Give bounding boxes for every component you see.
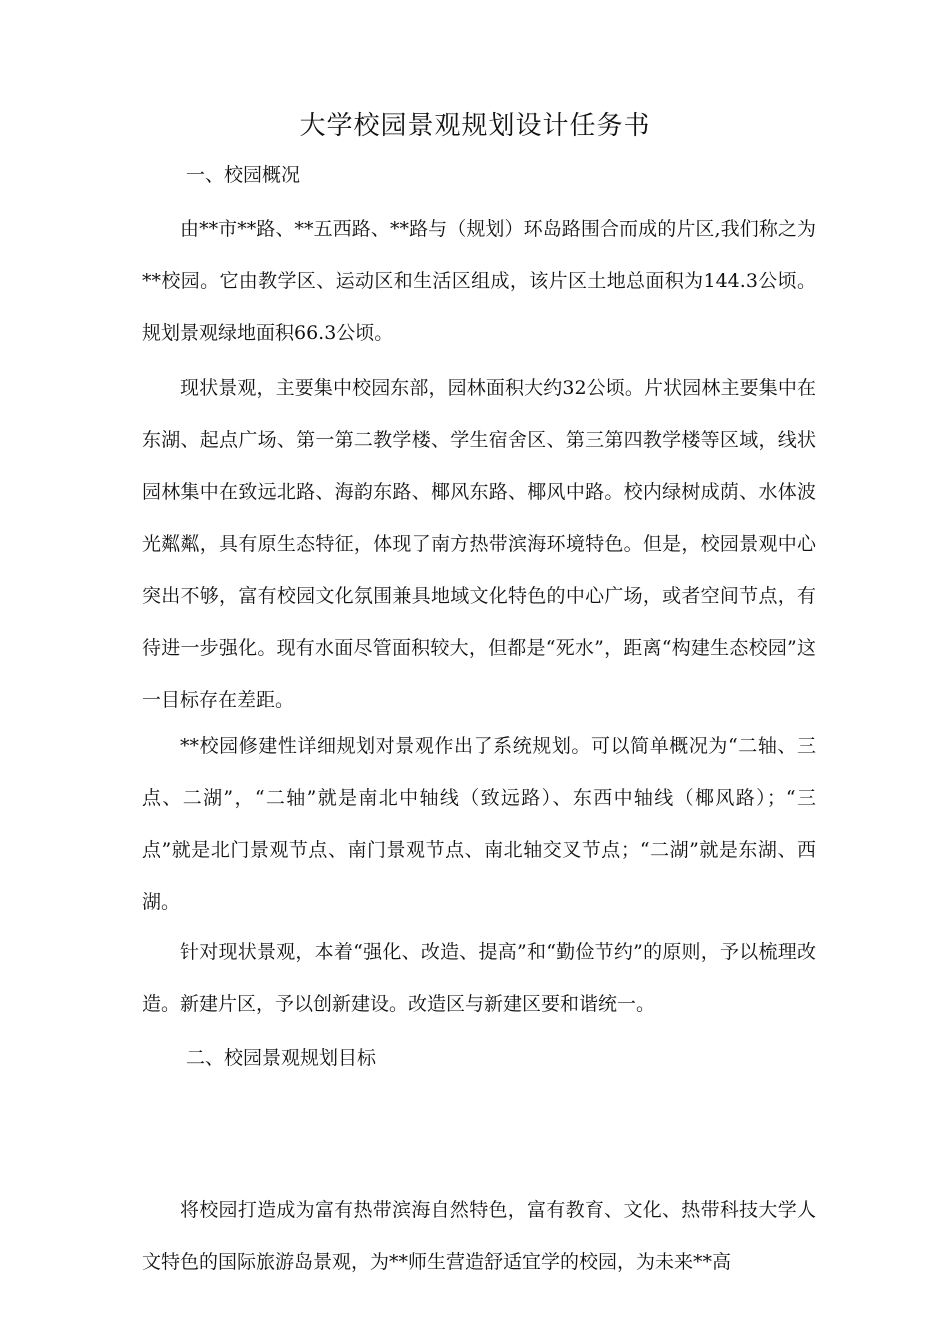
paragraph-current-landscape: 现状景观，主要集中校园东部，园林面积大约32公顷。片状园林主要集中在东湖、起点广场、第一第二教学楼、学生宿舍区、第三第四教学楼等区域，线状园林集中在致远北路、海韵东路、椰风东路、椰风中路。校内绿树成荫、水体波光粼粼，具有原生态特征，体现了南方热带滨海环境特色。但是，校园景观中心突出不够，富有校园文化氛围兼具地域文化特色的中心广场，或者空间节点，有待进一步强化。现有水面尽管面积较大，但都是“死水”，距离“构建生态校园”这一目标存在差距。 xyxy=(142,377,816,711)
paragraph-campus-location: 由**市**路、**五西路、**路与（规划）环岛路围合而成的片区,我们称之为**校园。它由教学区、运动区和生活区组成，该片区土地总面积为144.3公顷。规划景观绿地面积66.3公顷。 xyxy=(142,218,816,344)
paragraph-goal-statement: 将校园打造成为富有热带滨海自然特色，富有教育、文化、热带科技大学人文特色的国际旅游岛景观，为**师生营造舒适宜学的校园，为未来**高 xyxy=(142,1199,816,1273)
section-heading-overview: 一、校园概况 xyxy=(186,164,301,186)
document-title: 大学校园景观规划设计任务书 xyxy=(299,111,651,141)
paragraph-detailed-plan: **校园修建性详细规划对景观作出了系统规划。可以简单概况为“二轴、三点、二湖”，“二轴”就是南北中轴线（致远路）、东西中轴线（椰风路）；“三点”就是北门景观节点、南门景观节点、南北轴交叉节点；“二湖”就是东湖、西湖。 xyxy=(142,735,816,913)
section-heading-goals: 二、校园景观规划目标 xyxy=(186,1047,377,1069)
paragraph-principles: 针对现状景观，本着“强化、改造、提高”和“勤俭节约”的原则，予以梳理改造。新建片区，予以创新建设。改造区与新建区要和谐统一。 xyxy=(142,941,816,1015)
